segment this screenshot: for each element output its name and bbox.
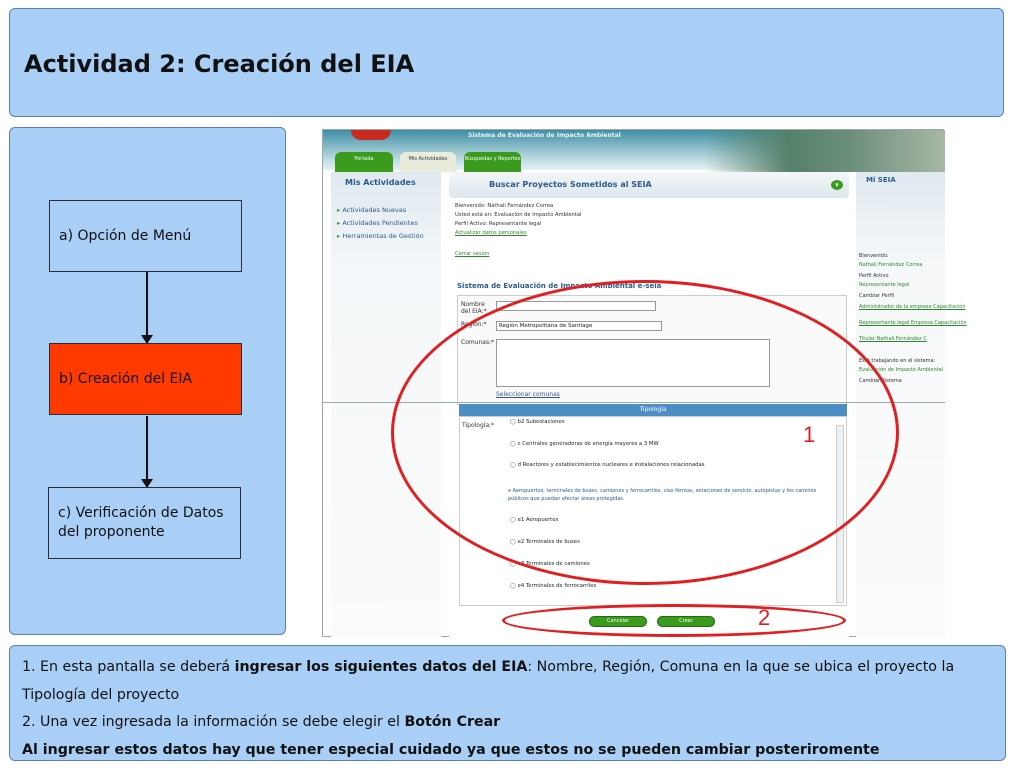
sidebar-item-pendientes[interactable]: ▸ Actividades Pendientes <box>337 219 418 227</box>
tab-mis-actividades[interactable]: Mis Actividades <box>400 152 456 172</box>
change-profile-label: Cambiar Perfil <box>859 293 895 299</box>
tab-portada[interactable]: Portada <box>335 152 393 172</box>
cancel-button[interactable]: Cancelar <box>589 616 647 627</box>
tipologia-option[interactable]: ◯ e1 Aeropuertos <box>510 517 558 523</box>
step-menu-option: a) Opción de Menú <box>49 200 242 272</box>
search-bar[interactable] <box>449 172 849 198</box>
step-verify-data: c) Verificación de Datos del proponente <box>48 487 241 559</box>
logo <box>351 130 391 140</box>
banner <box>323 130 945 170</box>
working-system-value: Evaluación de Impacto Ambiental <box>859 367 944 373</box>
welcome-text: Bienvenido: Nathali Fernández Correa <box>455 203 554 209</box>
annotation-marker-2: 2 <box>758 605 771 630</box>
region-select[interactable]: Región Metropolitana de Santiago <box>496 321 662 331</box>
tipologia-option[interactable]: ◯ b2 Subestaciones <box>510 419 564 425</box>
note-line-3 <box>22 737 993 765</box>
note-warning: Al ingresar estos datos hay que tener especial cuidado ya que estos no se pueden cambiar posteriromente <box>22 741 880 758</box>
right-welcome: Bienvenido: <box>859 253 889 259</box>
title-panel <box>9 8 1004 117</box>
note-text: 1. En esta pantalla se deberá <box>22 659 235 675</box>
tipologia-option[interactable]: ◯ e3 Terminales de camiones <box>510 561 590 567</box>
note-text: : Nombre, Región, Comuna en la que se ubica el proyecto la Tipología del proyecto <box>22 659 955 703</box>
change-system-link[interactable]: Cambiar Sistema <box>859 378 902 384</box>
sidebar-item-herramientas[interactable]: ▸ Herramientas de Gestión <box>337 232 424 240</box>
profile-text: Perfil Activo: Representante legal <box>455 221 542 227</box>
comunas-label: Comunas:* <box>461 339 495 346</box>
slide-title: Actividad 2: Creación del EIA <box>24 50 415 78</box>
region-label: Región:* <box>461 321 487 328</box>
note-text: 2. Una vez ingresada la información se debe elegir el <box>22 714 405 730</box>
tipologia-option[interactable]: ◯ c Centrales generadoras de energía mayores a 3 MW <box>510 441 659 447</box>
right-profile-value: Representante legal <box>859 282 910 288</box>
step-create-eia: b) Creación del EIA <box>49 343 242 415</box>
note-emphasis: ingresar los siguientes datos del EIA <box>234 659 528 675</box>
highlight-ellipse-buttons <box>502 604 846 637</box>
note-line-2 <box>22 709 993 737</box>
tipologia-option[interactable]: ◯ d Reactores y establecimientos nucleares e instalaciones relacionadas <box>510 462 705 468</box>
select-comunas-link[interactable]: Seleccionar comunas <box>496 391 560 398</box>
banner-image <box>705 130 945 172</box>
flow-arrow <box>146 416 148 487</box>
profile-option-legal[interactable]: Representante legal Empresa Capacitación <box>859 320 967 326</box>
update-data-link[interactable]: Actualizar datos personales <box>455 230 527 236</box>
flow-panel <box>9 127 286 635</box>
right-user-name: Nathali Fernández Correa <box>859 262 923 268</box>
nombre-label: Nombre del EIA:* <box>461 301 487 315</box>
form-title: Sistema de Evaluación de Impacto Ambiental e-seia <box>457 282 662 290</box>
logout-link[interactable]: Cerrar sesión <box>455 251 490 257</box>
location-text: Usted está en: Evaluación de Impacto Ambiental <box>455 212 582 218</box>
tipologia-option[interactable]: ◯ e2 Terminales de buses <box>510 539 580 545</box>
chevron-down-icon[interactable]: ▾ <box>831 180 843 190</box>
create-button[interactable]: Crear <box>657 616 715 627</box>
mi-seia-title: Mi SEIA <box>866 176 896 184</box>
profile-option-admin[interactable]: Administrador de la empresa Capacitación <box>859 304 966 310</box>
sidebar-item-nuevas[interactable]: ▸ Actividades Nuevas <box>337 206 406 214</box>
annotation-marker-1: 1 <box>803 422 816 447</box>
flow-arrow <box>146 272 148 343</box>
note-line-1 <box>22 654 993 709</box>
tipologia-header: Tipología <box>459 404 847 416</box>
notes-panel <box>9 645 1006 761</box>
sidebar-title: Mis Actividades <box>345 178 416 187</box>
tipologia-option[interactable]: ◯ e4 Terminales de ferrocarriles <box>510 583 596 589</box>
search-title: Buscar Proyectos Sometidos al SEIA <box>489 180 652 189</box>
profile-option-titular[interactable]: Titular Nathali Fernández C <box>859 336 927 342</box>
tipologia-label: Tipología:* <box>462 422 495 429</box>
working-system-label: Está trabajando en el sistema: <box>859 358 936 364</box>
banner-title: Sistema de Evaluación de Impacto Ambiental <box>468 132 621 139</box>
tab-busquedas[interactable]: Búsquedas y Reportes <box>464 152 521 172</box>
right-profile-label: Perfil Activo <box>859 273 889 279</box>
highlight-ellipse-form <box>391 280 899 585</box>
note-emphasis: Botón Crear <box>404 714 501 730</box>
tipologia-group-description: e Aeropuertos, terminales de buses, camiones y ferrocarriles, vías férreas, estaciones de servicio, autopistas y los caminos públicos que puedan afectar áreas protegidas. <box>508 488 817 502</box>
